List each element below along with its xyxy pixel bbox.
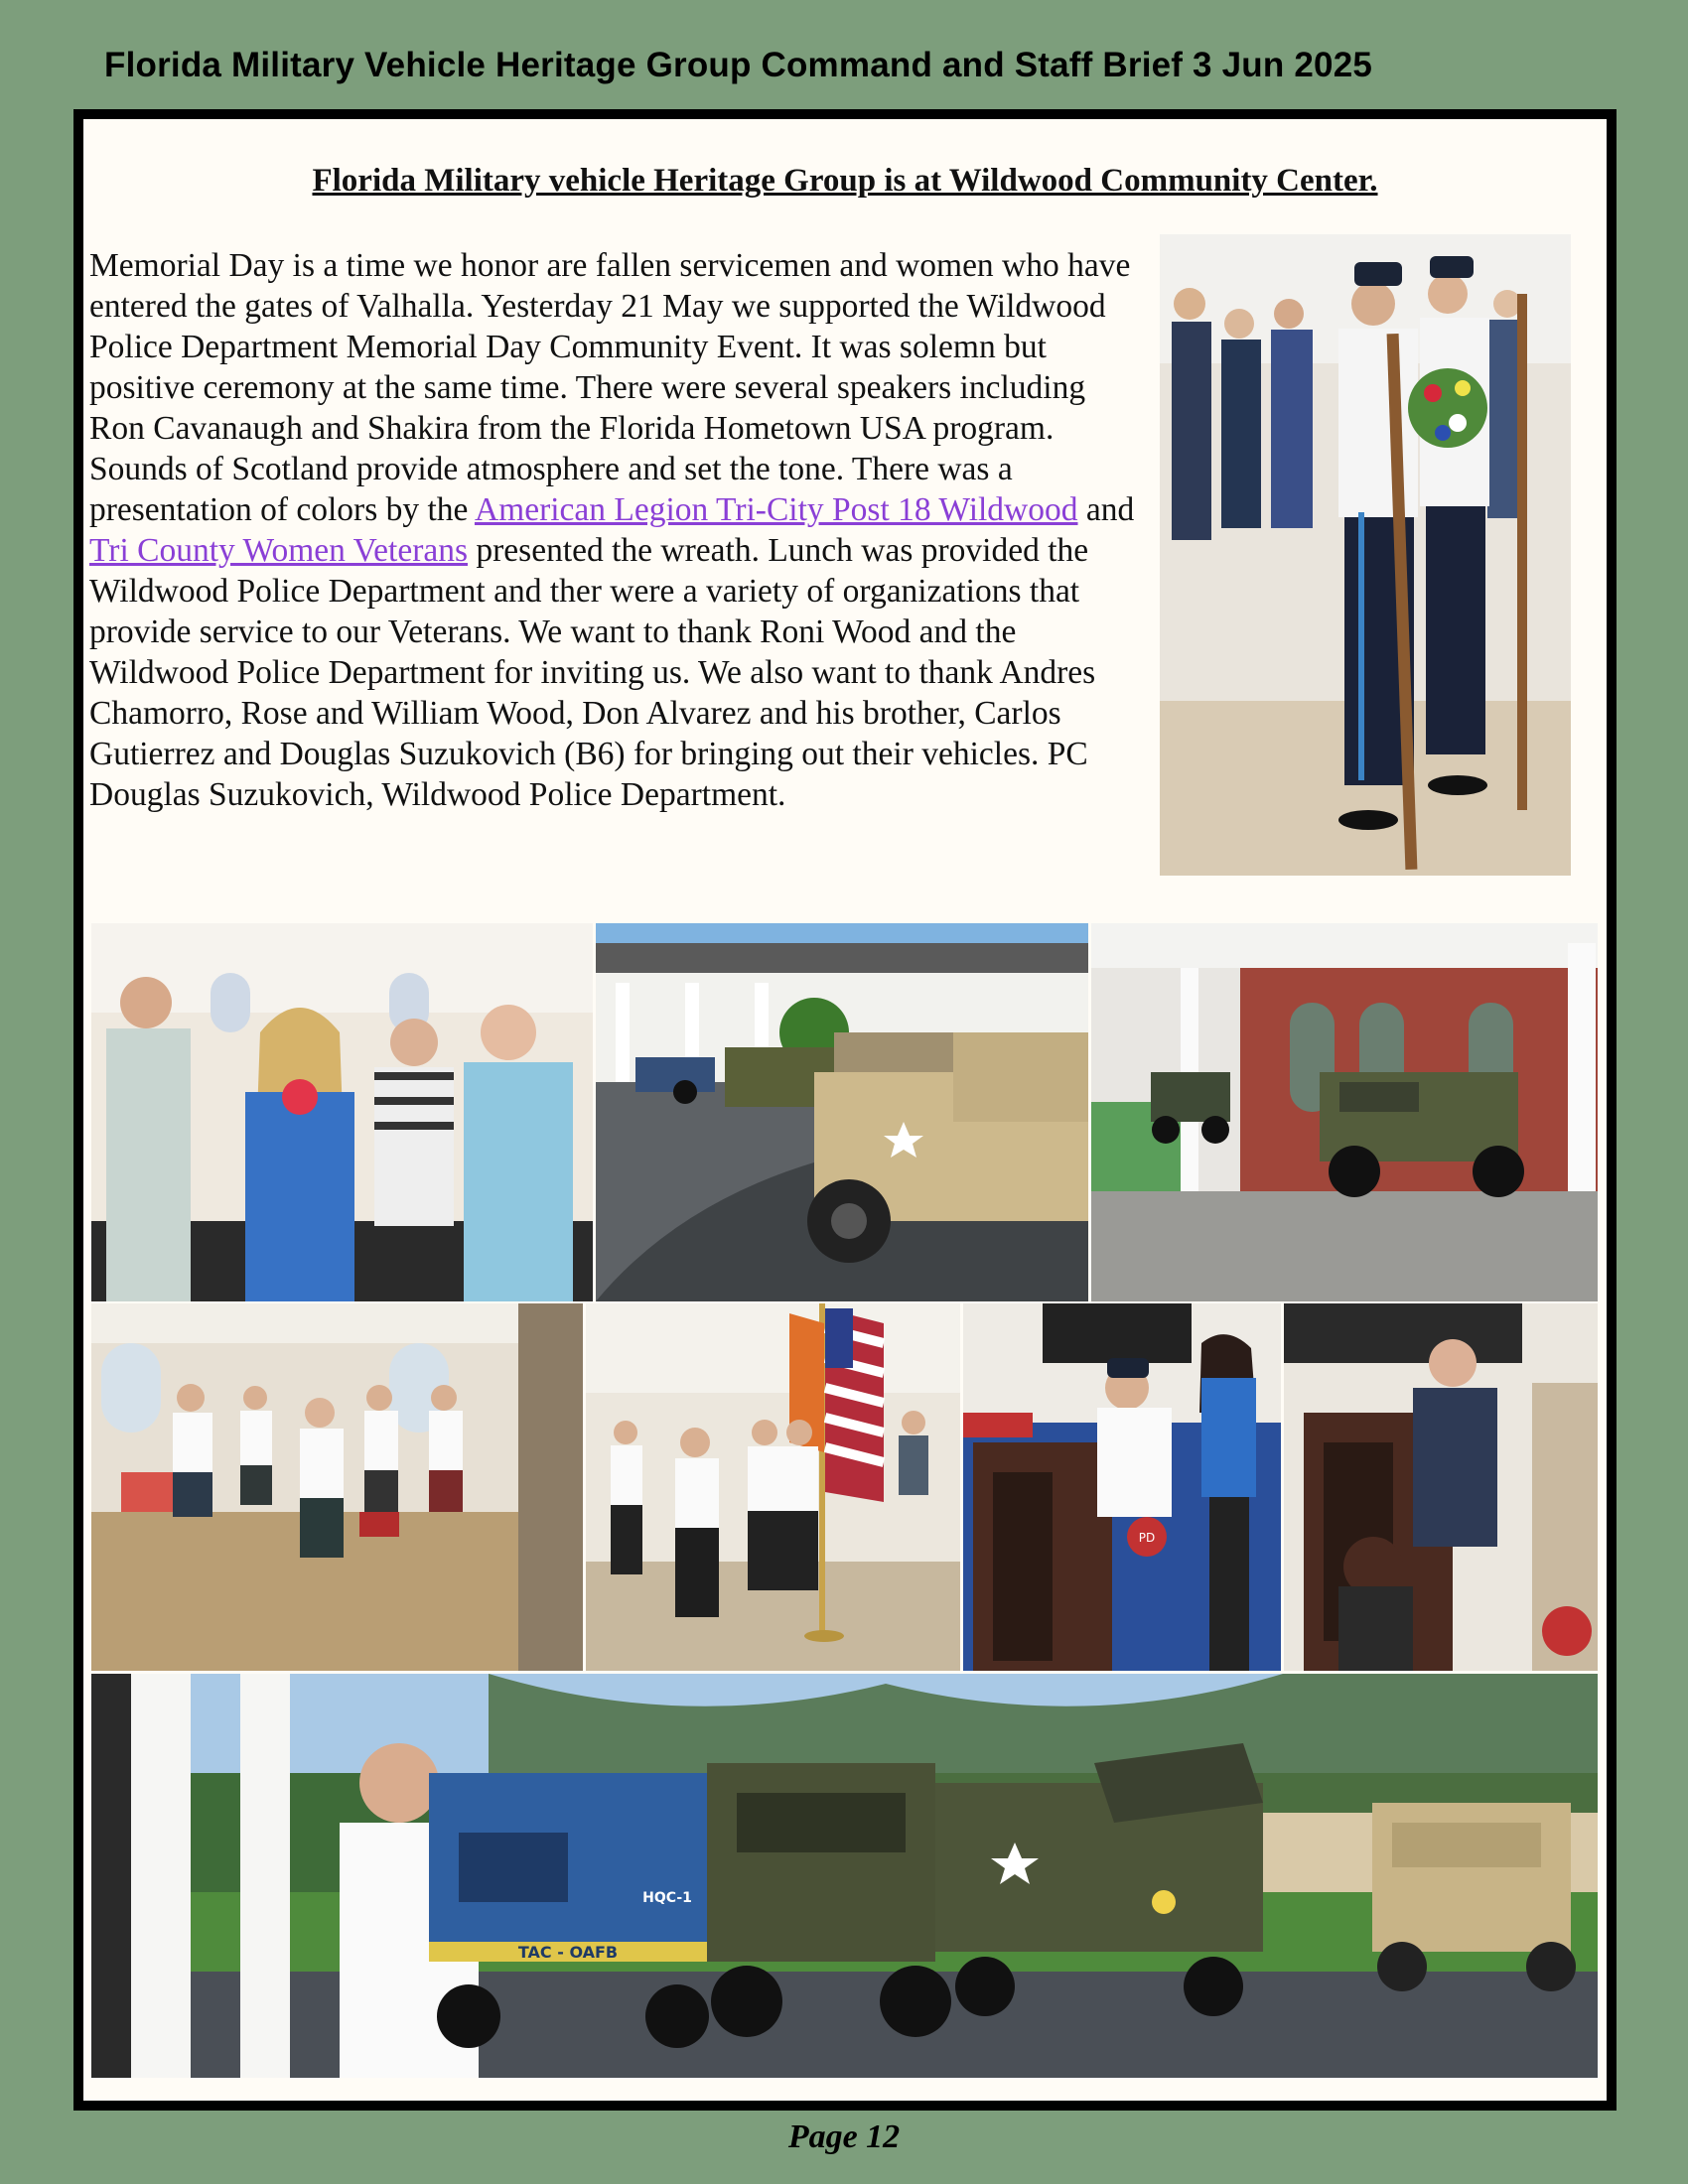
article-text-part-2: and: [1077, 491, 1135, 528]
american-legion-link[interactable]: American Legion Tri-City Post 18 Wildwood: [474, 491, 1078, 528]
photo-bagpipers: [91, 1303, 583, 1671]
tri-county-women-veterans-link[interactable]: Tri County Women Veterans: [89, 532, 469, 569]
svg-text:PD: PD: [1138, 1531, 1156, 1545]
photo-color-guard-wreath: [1160, 234, 1571, 876]
photo-speaker-at-podium-1: [963, 1303, 1281, 1671]
page-number: Page 12: [787, 2118, 901, 2155]
vehicle-plate-2: HQC-1: [642, 1890, 692, 1906]
photo-speaker-at-podium-2: [1284, 1303, 1598, 1671]
photo-jeeps-under-portico: [1091, 923, 1598, 1301]
newsletter-header-title: Florida Military Vehicle Heritage Group Command and Staff Brief 3 Jun 2025: [104, 46, 1373, 84]
article-body: [89, 245, 1142, 815]
photo-vehicles-at-building: [596, 923, 1088, 1301]
vehicle-plate: TAC - OAFB: [517, 1943, 619, 1962]
photo-presentation-of-colors: [586, 1303, 960, 1671]
photo-audience-hands-on-hearts: [91, 923, 593, 1301]
article-paragraph: [89, 245, 1142, 815]
photo-vehicle-lineup: [91, 1674, 1598, 2078]
article-text-part-1: Memorial Day is a time we honor are fallen servicemen and women who have entered the gates of Valhalla. Yesterday 21 May we supported the Wildwood Police Department Memorial Day Community Event. It was solemn but positive ceremony at the same time. There were several speakers including Ron Cavanaugh and Shakira from the Florida Hometown USA program. Sounds of Scotland provide atmosphere and set the tone. There was a presentation of colors by the: [89, 247, 1131, 528]
article-text-part-3: presented the wreath. Lunch was provided the Wildwood Police Department and ther were a variety of organizations that provide service to our Veterans. We want to thank Roni Wood and the Wildwood Police Department for inviting us. We also want to thank Andres Chamorro, Rose and William Wood, Don Alvarez and his brother, Carlos Gutierrez and Douglas Suzukovich (B6) for bringing out their vehicles. PC Douglas Suzukovich, Wildwood Police Department.: [89, 532, 1096, 813]
article-heading: Florida Military vehicle Heritage Group is at Wildwood Community Center.: [312, 163, 1378, 199]
